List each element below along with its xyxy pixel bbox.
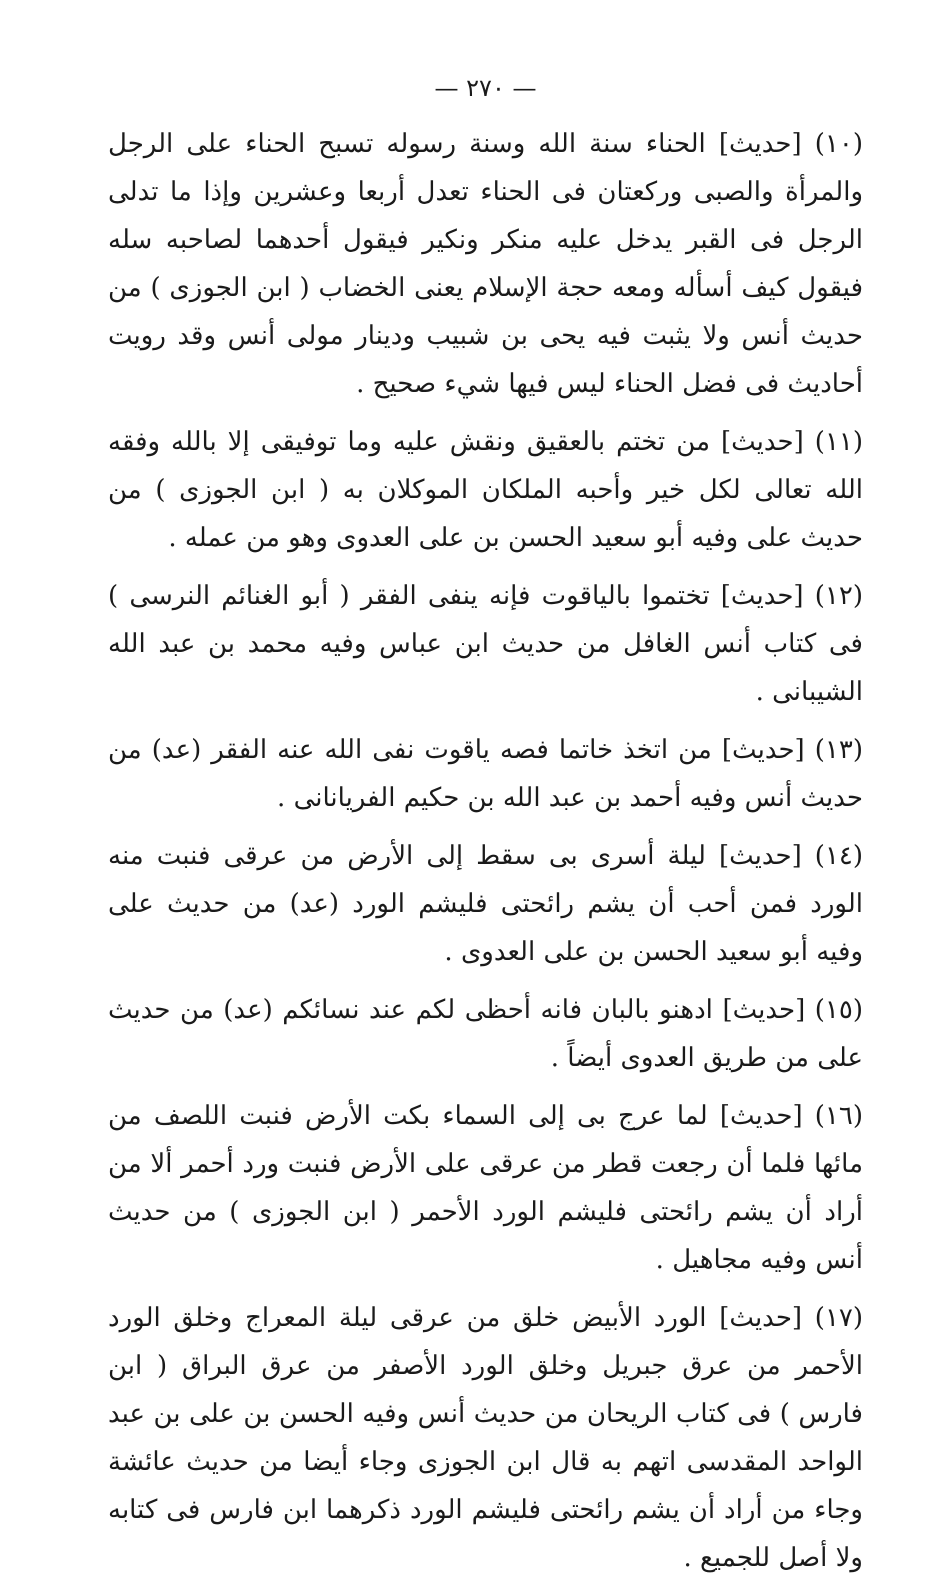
entry-text: ليلة أسرى بى سقط إلى الأرض من عرقى فنبت منه الورد فمن أحب أن يشم رائحتى فليشم الورد (عد) من حديث على وفيه أبو سعيد الحسن بن على العدوى . bbox=[108, 841, 863, 967]
hadith-entry-14 bbox=[108, 832, 863, 976]
hadith-entry-17 bbox=[108, 1294, 863, 1582]
entry-tag: [حديث] bbox=[718, 841, 802, 871]
hadith-entry-15 bbox=[108, 986, 863, 1082]
entry-text: تختموا بالياقوت فإنه ينفى الفقر ( أبو الغنائم النرسى ) فى كتاب أنس الغافل من حديث ابن عباس وفيه محمد بن عبد الله الشيبانى . bbox=[108, 581, 863, 707]
entry-number: (١٦) bbox=[814, 1101, 864, 1131]
entry-number: (١٧) bbox=[814, 1303, 864, 1333]
hadith-entry-12 bbox=[108, 572, 863, 716]
entry-tag: [حديث] bbox=[721, 427, 804, 457]
entry-tag: [حديث] bbox=[720, 581, 804, 611]
entry-number: (١٣) bbox=[814, 735, 863, 765]
page-number: — ٢٧٠ — bbox=[434, 74, 537, 102]
hadith-entry-10 bbox=[108, 120, 863, 408]
entry-number: (١٥) bbox=[814, 995, 864, 1025]
entry-text: لما عرج بى إلى السماء بكت الأرض فنبت اللصف من مائها فلما أن رجعت قطر من عرقى على الأرض فنبت ورد أحمر ألا من أراد أن يشم رائحتى فليشم الورد الأحمر ( ابن الجوزى ) من حديث أنس وفيه مجاهيل . bbox=[108, 1101, 863, 1275]
entry-text: الحناء سنة الله وسنة رسوله تسبح الحناء على الرجل والمرأة والصبى وركعتان فى الحناء تعدل أربعا وعشرين وإذا ما تدلى الرجل فى القبر يدخل عليه منكر ونكير فيقول أحدهما لصاحبه سله فيقول كيف أسأله ومعه حجة الإسلام يعنى الخضاب ( ابن الجوزى ) من حديث أنس ولا يثبت فيه يحى بن شبيب ودينار مولى أنس وقد رويت أحاديث فى فضل الحناء ليس فيها شيء صحيح . bbox=[108, 129, 863, 399]
entry-text: ادهنو بالبان فانه أحظى لكم عند نسائكم (عد) من حديث على من طريق العدوى أيضاً . bbox=[108, 995, 863, 1073]
entry-tag: [حديث] bbox=[719, 1303, 803, 1333]
entry-number: (١٢) bbox=[814, 581, 863, 611]
hadith-list bbox=[108, 120, 863, 1582]
entry-tag: [حديث] bbox=[721, 735, 805, 765]
entry-tag: [حديث] bbox=[719, 1101, 803, 1131]
entry-number: (١٠) bbox=[814, 129, 864, 159]
hadith-entry-16 bbox=[108, 1092, 863, 1284]
entry-text: من تختم بالعقيق ونقش عليه وما توفيقى إلا بالله وفقه الله تعالى لكل خير وأحبه الملكان الموكلان به ( ابن الجوزى ) من حديث على وفيه أبو سعيد الحسن بن على العدوى وهو من عمله . bbox=[108, 427, 863, 553]
entry-tag: [حديث] bbox=[722, 995, 806, 1025]
hadith-entry-13 bbox=[108, 726, 863, 822]
entry-text: الورد الأبيض خلق من عرقى ليلة المعراج وخلق الورد الأحمر من عرق جبريل وخلق الورد الأصفر من عرق البراق ( ابن فارس ) فى كتاب الريحان من حديث أنس وفيه الحسن بن على بن عبد الواحد المقدسى اتهم به قال ابن الجوزى وجاء أيضا من حديث عائشة وجاء من أراد أن يشم رائحتى فليشم الورد ذكرهما ابن فارس فى كتابه ولا أصل للجميع . bbox=[108, 1303, 863, 1573]
entry-number: (١٤) bbox=[814, 841, 864, 871]
entry-number: (١١) bbox=[814, 427, 864, 457]
entry-text: من اتخذ خاتما فصه ياقوت نفى الله عنه الفقر (عد) من حديث أنس وفيه أحمد بن عبد الله بن حكيم الفريانانى . bbox=[108, 735, 863, 813]
hadith-entry-11 bbox=[108, 418, 863, 562]
entry-tag: [حديث] bbox=[718, 129, 802, 159]
